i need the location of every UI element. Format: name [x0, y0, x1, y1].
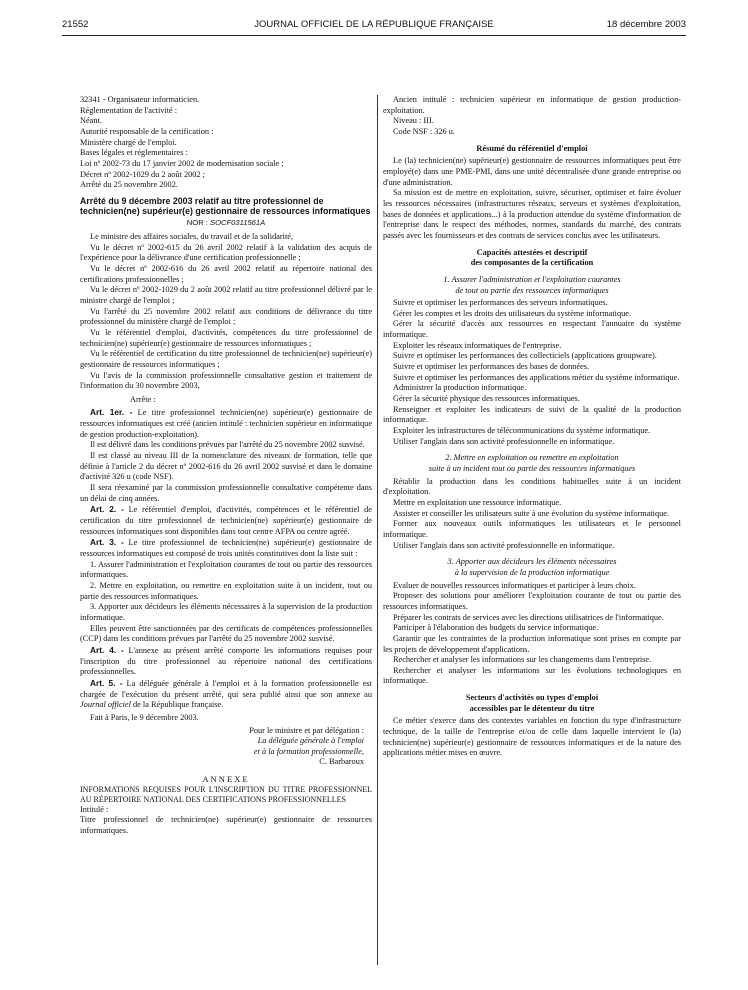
section-1-title: de tout ou partie des ressources informatiques: [455, 285, 609, 295]
article-label: Art. 3. -: [90, 537, 124, 548]
secteurs-heading: Secteurs d'activités ou types d'emploi: [465, 693, 599, 703]
section-2-title: 2. Mettre en exploitation ou remettre en exploitation: [445, 453, 619, 463]
intitule-label: Intitulé :: [80, 804, 109, 814]
competence-item: Evaluer de nouvelles ressources informatiques et participer à leurs choix.: [393, 580, 636, 590]
competence-item: Rétablir la production dans les conditions habituelles suite à un incident d'exploitation.: [383, 476, 681, 497]
competence-item: Rechercher et analyser les informations sur les changements dans l'entreprise.: [393, 655, 652, 665]
article-1-paragraph: Il est délivré dans les conditions prévues par l'arrêté du 25 novembre 2002 susvisé.: [90, 440, 365, 450]
section-3-title: 3. Apporter aux décideurs les éléments nécessaires: [447, 557, 617, 567]
preamble-line: Le ministre des affaires sociales, du travail et de la solidarité,: [90, 231, 294, 241]
intro-line: Décret nº 2002-1029 du 2 août 2002 ;: [80, 169, 205, 179]
intro-line: Ministère chargé de l'emploi.: [80, 137, 177, 147]
preamble-line: Vu le référentiel de certification du titre professionnel de technicien(ne) supérieur(e) gestionnaire de ressources informatiques ;: [80, 349, 372, 369]
unit-item: 2. Mettre en exploitation, ou remettre en exploitation suite à un incident, tout ou partie des ressources informatiques.: [80, 580, 372, 601]
article-label: Art. 4. -: [90, 644, 124, 655]
capacites-heading: des composantes de la certification: [470, 258, 594, 268]
signature-line: Pour le ministre et par délégation :: [249, 725, 364, 735]
annexe-heading: INFORMATIONS REQUISES POUR L'INSCRIPTION DU TITRE PROFESSIONNEL AU RÉPERTOIRE NATIONAL DES CERTIFICATIONS PROFESSIONNELLES: [80, 784, 372, 804]
annexe-title: ANNEXE: [202, 774, 250, 785]
article-1-paragraph: Il est classé au niveau III de la nomenclature des niveaux de formation, telle que définie à l'article 2 du décret nº 2002-616 du 26 avril 2002 susvisé et dans le domaine d'activité 326 u (code NSF).: [80, 451, 372, 482]
header-rule: [62, 35, 686, 36]
competence-item: Garantir que les contraintes de la production informatique sont prises en compte par les projets de développement d'applications.: [383, 633, 681, 654]
preamble-line: Vu l'arrêté du 25 novembre 2002 relatif aux conditions de délivrance du titre professionnel du ministère chargé de l'emploi ;: [80, 306, 372, 327]
preamble-line: Vu le décret nº 2002-615 du 26 avril 2002 relatif à la validation des acquis de l'expérience pour la délivrance d'une certification professionnelle ;: [80, 242, 372, 263]
competence-item: Gérer les comptes et les droits des utilisateurs du système informatique.: [393, 308, 632, 318]
secteurs-paragraph: Ce métier s'exerce dans des contextes variables en fonction du type d'infrastructure technique, de la taille de l'entreprise et/ou de celle dans laquelle intervient le (la) technicien(ne) supérieur(e) gestionnaire de ressources informatiques et de la nature des applications métier mises en œuvre.: [383, 716, 681, 758]
signature-line: La déléguée générale à l'emploi: [257, 736, 364, 746]
niveau: Niveau : III.: [393, 116, 434, 126]
competence-item: Utiliser l'anglais dans son activité professionnelle en informatique.: [393, 540, 615, 550]
intitule-text: Titre professionnel de technicien(ne) supérieur(e) gestionnaire de ressources informatiques.: [80, 815, 372, 836]
resume-paragraph: Le (la) technicien(ne) supérieur(e) gestionnaire de ressources informatiques peut être employé(e) dans une PME-PMI, dans une unité décentralisée d'une grande entreprise ou d'une administration.: [383, 156, 681, 187]
unit-item: 1. Assurer l'administration et l'exploitation courantes de tout ou partie des ressources informatiques.: [80, 559, 372, 580]
competence-item: Suivre et optimiser les performances des applications métier du système informatique.: [393, 372, 680, 382]
competence-item: Préparer les contrats de services avec les directions utilisatrices de l'informatique.: [393, 612, 664, 622]
article-label: Art. 2. -: [90, 504, 124, 515]
resume-heading: Résumé du référentiel d'emploi: [476, 143, 588, 153]
article-text: L'annexe au présent arrêté comporte les informations requises pour l'inscription du titre professionnel au répertoire national des certifications professionnelles.: [80, 645, 372, 677]
preamble-line: Vu l'avis de la commission professionnelle consultative gestion et traitement de l'information du 30 novembre 2003,: [80, 370, 372, 391]
article-3: [80, 537, 372, 559]
competence-item: Renseigner et exploiter les indicateurs de suivi de la qualité de la production informatique.: [383, 404, 681, 425]
article-1-paragraph: Il sera réexaminé par la commission professionnelle consultative compétente dans un délai de cinq années.: [80, 483, 372, 503]
arrete-word: Arrête :: [130, 394, 156, 404]
article-label: Art. 1er. -: [90, 407, 133, 418]
competence-item: Suivre et optimiser les performances des serveurs informatiques.: [393, 298, 608, 308]
preamble-line: Vu le référentiel d'emploi, d'activités, compétences du titre professionnel de technicien(ne) supérieur(e) gestionnaire de ressources informatiques ;: [80, 327, 372, 348]
fait-a-paris: Fait à Paris, le 9 décembre 2003.: [90, 712, 199, 722]
code-nsf: Code NSF : 326 u.: [393, 126, 456, 136]
preamble-line: Vu le décret nº 2002-1029 du 2 août 2002 relatif au titre professionnel délivré par le ministre chargé de l'emploi ;: [80, 285, 372, 305]
article-text: La déléguée générale à l'emploi et à la formation professionnelle est chargée de l'exécution du présent arrêté, qui sera publié ainsi que son annexe au: [80, 678, 372, 699]
intro-line: Réglementation de l'activité :: [80, 105, 178, 115]
signatory-name: C. Barbaroux: [319, 757, 364, 767]
competence-item: Gérer la sécurité physique des ressources informatiques.: [393, 394, 580, 404]
article-text: Le titre professionnel de technicien(ne) supérieur(e) gestionnaire de ressources informatiques est composé de trois unités constitutives dont la liste suit :: [80, 538, 372, 558]
column-divider: [377, 95, 378, 965]
article-text: de la République française.: [130, 700, 224, 710]
intro-line: Autorité responsable de la certification :: [80, 126, 214, 136]
capacites-heading: Capacités attestées et descriptif: [476, 247, 588, 257]
competence-item: Utiliser l'anglais dans son activité professionnelle en informatique.: [393, 436, 615, 446]
section-2-title: suite à un incident tout ou partie des ressources informatiques: [428, 464, 636, 473]
article-text: Le référentiel d'emploi, d'activités, compétences et le référentiel de certification du titre professionnel de technicien(ne) supérieur(e) gestionnaire de ressources informatiques sont disponibles dans tout centre AFPA ou centre agréé.: [80, 505, 372, 536]
intro-line: Arrêté du 25 novembre 2002.: [80, 180, 178, 190]
competence-item: Participer à l'élaboration des budgets du service informatique.: [393, 623, 599, 633]
article-1: [80, 407, 372, 440]
competence-item: Former aux nouveaux outils informatiques les utilisateurs et le personnel informatique.: [383, 519, 681, 539]
resume-paragraph: Sa mission est de mettre en exploitation, suivre, sécuriser, optimiser et faire évoluer les ressources nécessaires (infrastructures réseaux, serveurs et systèmes d'exploitation, bases de données et applications...) à la production attendue du système d'information de l'entreprise dans le respect des méthodes, normes, standards du marché, des contrats passés avec les fournisseurs et des contrats de services conclus avec les utilisateurs.: [383, 188, 681, 240]
article-label: Art. 5. -: [90, 677, 123, 688]
competence-item: Suivre et optimiser les performances des bases de données.: [393, 362, 590, 372]
signature-line: et à la formation professionnelle,: [253, 746, 364, 756]
nor-code: SOCF0311561A: [210, 218, 266, 228]
secteurs-heading: accessibles par le détenteur du titre: [469, 703, 595, 713]
unit-item: 3. Apporter aux décideurs les éléments nécessaires à la supervision de la production informatique.: [80, 602, 372, 622]
page-number: 21552: [62, 19, 89, 30]
article-text: Le titre professionnel technicien(ne) supérieur(e) gestionnaire de ressources informatiques est créé (ancien intitulé : technicien supérieur en informatique de gestion production-exploitation).: [80, 408, 373, 439]
competence-item: Exploiter les infrastructures de télécommunications du système informatique.: [393, 426, 651, 436]
publication-date: 18 décembre 2003: [606, 19, 686, 30]
section-3-title: à la supervision de la production informatique: [454, 567, 610, 577]
section-1-title: 1. Assurer l'administration et l'exploitation courantes: [443, 274, 621, 284]
competence-item: Administrer la production informatique.: [393, 383, 527, 393]
right-column: [383, 95, 681, 759]
ancien-intitule: Ancien intitulé : technicien supérieur en informatique de gestion production-exploitation.: [383, 95, 681, 115]
intro-line: Bases légales et réglementaires :: [80, 148, 188, 158]
nor-reference: [80, 218, 372, 229]
article-2: [80, 504, 372, 537]
journal-officiel-ref: Journal officiel: [80, 700, 131, 710]
competence-item: Gérer la sécurité d'accès aux ressources en respectant l'annuaire du système informatique.: [383, 319, 681, 340]
competence-item: Rechercher et analyser les informations sur les évolutions technologiques en informatique.: [383, 665, 681, 686]
article-5: [80, 678, 372, 711]
page-header: [62, 19, 686, 33]
article-3-paragraph: Elles peuvent être sanctionnées par des certificats de compétences professionnelles (CCP) dans les conditions prévues par l'arrêté du 25 novembre 2002 susvisé.: [80, 623, 372, 644]
competence-item: Exploiter les réseaux informatiques de l'entreprise.: [393, 340, 562, 350]
preamble-line: Vu le décret nº 2002-616 du 26 avril 2002 relatif au répertoire national des certifications professionnelles ;: [80, 263, 372, 284]
competence-item: Suivre et optimiser les performances des collecticiels (applications groupware).: [393, 351, 657, 361]
competence-item: Proposer des solutions pour améliorer l'exploitation courante de tout ou partie des ressources informatiques.: [383, 591, 681, 611]
intro-line: 32341 - Organisateur informaticien.: [80, 95, 200, 104]
intro-line: Néant.: [80, 116, 102, 126]
competence-item: Assister et conseiller les utilisateurs suite à une évolution du système informatique.: [393, 508, 670, 518]
intro-line: Loi nº 2002-73 du 17 janvier 2002 de modernisation sociale ;: [80, 158, 284, 168]
left-column: [80, 95, 372, 837]
competence-item: Mettre en exploitation une ressource informatique.: [393, 497, 562, 507]
journal-title: JOURNAL OFFICIEL DE LA RÉPUBLIQUE FRANÇAISE: [254, 19, 494, 30]
arrete-title: Arrêté du 9 décembre 2003 relatif au titre professionnel de technicien(ne) supérieur(e) gestionnaire de ressources informatiques: [80, 195, 371, 217]
article-4: [80, 645, 372, 678]
nor-label: NOR :: [186, 218, 208, 228]
